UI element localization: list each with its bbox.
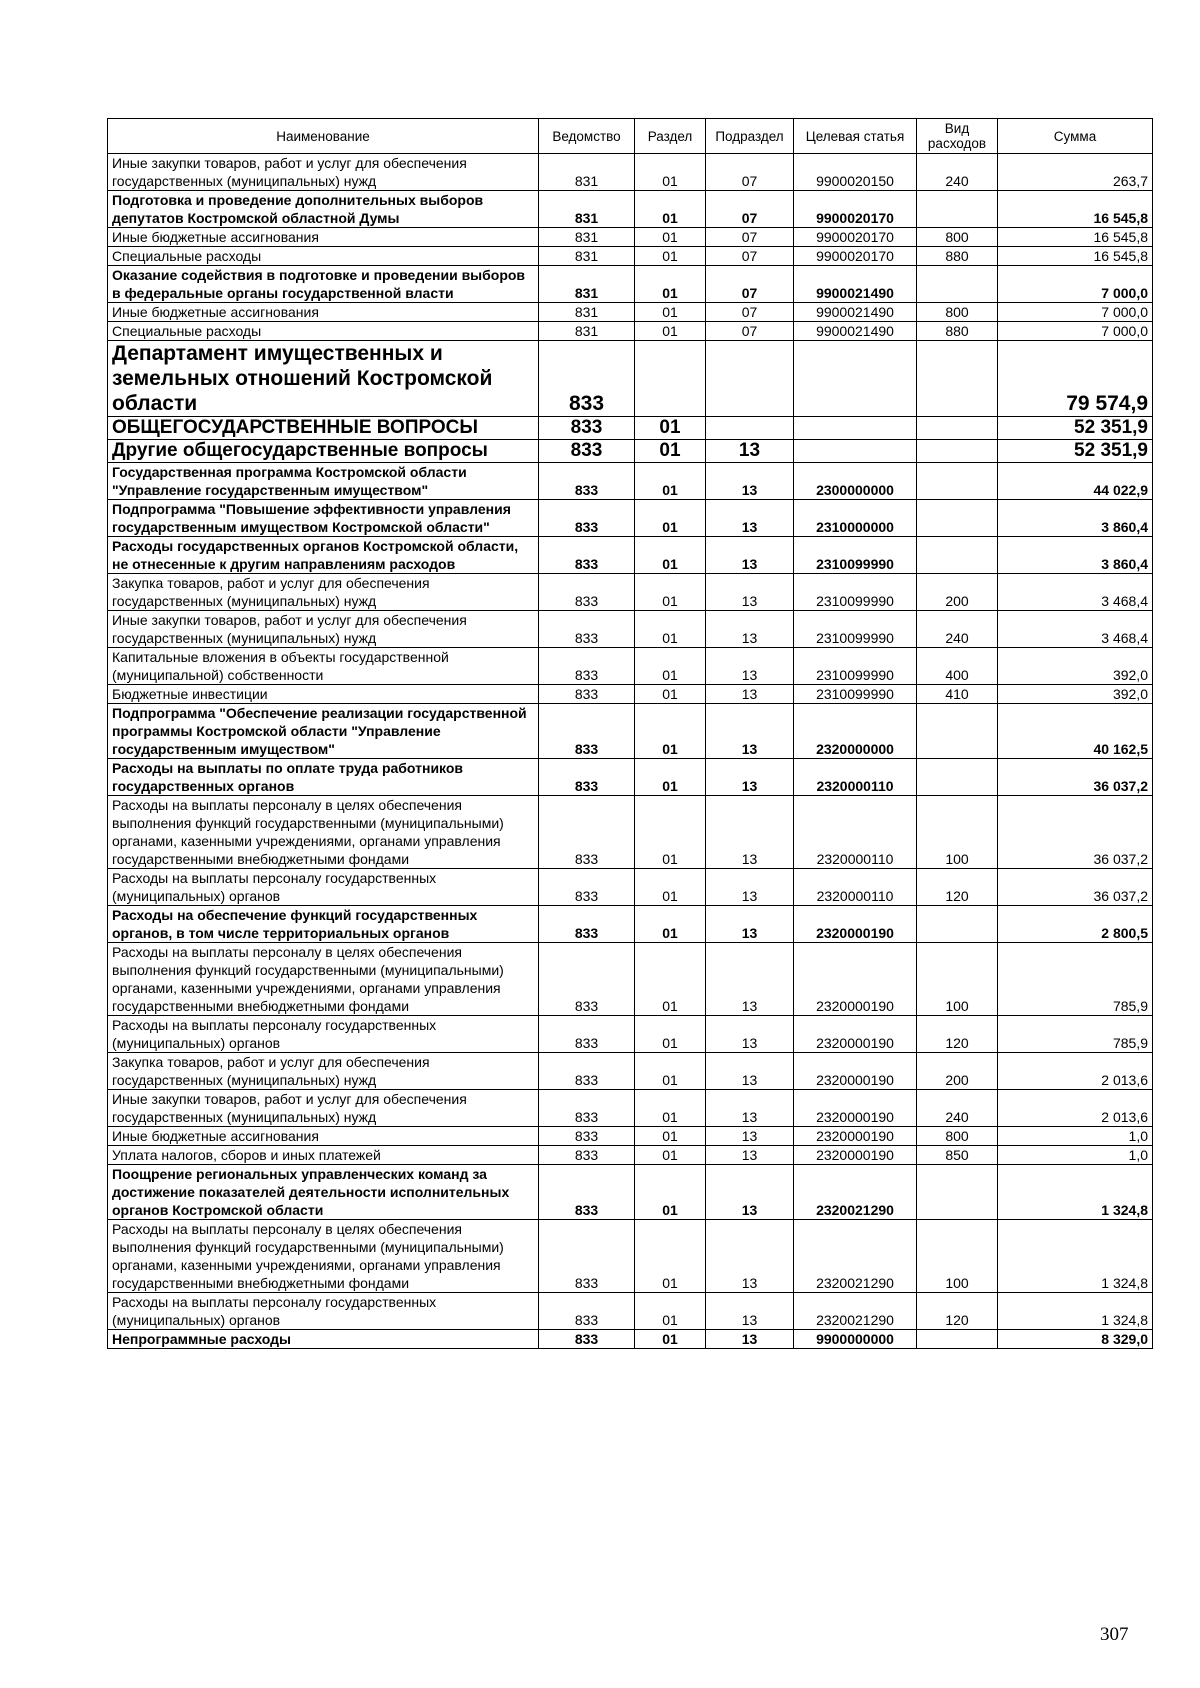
cell-name: Подготовка и проведение дополнительных выборов депутатов Костромской областной Думы [108,191,539,228]
cell-vid: 100 [917,943,998,1016]
table-row [108,704,1153,759]
table-row [108,611,1153,648]
cell-podrazdel: 13 [706,574,794,611]
cell-podrazdel: 07 [706,247,794,266]
cell-sum: 16 545,8 [998,191,1153,228]
cell-vid [917,266,998,303]
cell-name: Расходы на выплаты персоналу государственных (муниципальных) органов [108,869,539,906]
table-row [108,1127,1153,1146]
header-sum: Сумма [998,119,1153,154]
cell-target: 2320000190 [794,1127,917,1146]
cell-target: 9900021490 [794,322,917,341]
cell-sum: 392,0 [998,685,1153,704]
cell-razdel: 01 [635,611,706,648]
cell-sum: 40 162,5 [998,704,1153,759]
cell-target: 2300000000 [794,463,917,500]
cell-razdel: 01 [635,1146,706,1165]
cell-podrazdel: 07 [706,322,794,341]
cell-target: 2320000190 [794,1053,917,1090]
cell-podrazdel: 13 [706,648,794,685]
cell-razdel: 01 [635,1165,706,1220]
cell-vedomstvo: 833 [539,943,635,1016]
cell-podrazdel: 13 [706,704,794,759]
cell-target: 9900021490 [794,266,917,303]
cell-podrazdel: 13 [706,759,794,796]
cell-razdel: 01 [635,1090,706,1127]
cell-sum: 1 324,8 [998,1220,1153,1293]
cell-razdel: 01 [635,1330,706,1349]
cell-vedomstvo: 833 [539,685,635,704]
cell-sum: 52 351,9 [998,440,1153,463]
table-row [108,648,1153,685]
cell-name: Расходы на выплаты персоналу государственных (муниципальных) органов [108,1293,539,1330]
cell-name: Расходы на обеспечение функций государственных органов, в том числе территориальных органов [108,906,539,943]
cell-sum: 1,0 [998,1146,1153,1165]
cell-sum: 3 860,4 [998,500,1153,537]
cell-sum: 3 468,4 [998,611,1153,648]
cell-vid: 120 [917,1016,998,1053]
cell-target: 9900020170 [794,247,917,266]
cell-name: Специальные расходы [108,247,539,266]
cell-podrazdel: 13 [706,463,794,500]
cell-vedomstvo: 833 [539,1220,635,1293]
cell-sum: 36 037,2 [998,759,1153,796]
cell-sum: 785,9 [998,943,1153,1016]
cell-vid: 240 [917,1090,998,1127]
cell-vedomstvo: 833 [539,759,635,796]
table-row [108,1016,1153,1053]
cell-podrazdel: 13 [706,796,794,869]
table-row [108,440,1153,463]
cell-name: Расходы на выплаты персоналу государственных (муниципальных) органов [108,1016,539,1053]
cell-razdel: 01 [635,417,706,440]
cell-name: Иные закупки товаров, работ и услуг для обеспечения государственных (муниципальных) нужд [108,1090,539,1127]
cell-name: Иные закупки товаров, работ и услуг для обеспечения государственных (муниципальных) нужд [108,611,539,648]
table-row [108,906,1153,943]
table-row [108,574,1153,611]
cell-sum: 2 013,6 [998,1090,1153,1127]
cell-razdel: 01 [635,796,706,869]
cell-podrazdel: 13 [706,1165,794,1220]
cell-sum: 16 545,8 [998,247,1153,266]
cell-vid [917,704,998,759]
cell-podrazdel: 13 [706,906,794,943]
budget-table [107,118,1153,1349]
cell-podrazdel: 13 [706,1090,794,1127]
cell-target: 9900000000 [794,1330,917,1349]
cell-podrazdel [706,417,794,440]
cell-vid [917,1165,998,1220]
table-row [108,1293,1153,1330]
cell-name: Оказание содействия в подготовке и проведении выборов в федеральные органы государственной власти [108,266,539,303]
cell-razdel: 01 [635,247,706,266]
cell-podrazdel: 13 [706,500,794,537]
cell-sum: 3 860,4 [998,537,1153,574]
budget-document [107,118,1152,1349]
cell-podrazdel: 13 [706,1220,794,1293]
cell-sum: 1,0 [998,1127,1153,1146]
cell-sum: 36 037,2 [998,796,1153,869]
cell-podrazdel: 13 [706,1330,794,1349]
cell-vid [917,341,998,417]
cell-vid: 400 [917,648,998,685]
header-razdel: Раздел [635,119,706,154]
table-row [108,322,1153,341]
cell-vid: 410 [917,685,998,704]
header-name: Наименование [108,119,539,154]
cell-vedomstvo: 831 [539,322,635,341]
cell-target: 2320000000 [794,704,917,759]
cell-podrazdel: 13 [706,1146,794,1165]
cell-razdel: 01 [635,500,706,537]
cell-name: Уплата налогов, сборов и иных платежей [108,1146,539,1165]
cell-razdel: 01 [635,266,706,303]
cell-vedomstvo: 833 [539,500,635,537]
cell-razdel: 01 [635,943,706,1016]
cell-target: 9900020150 [794,154,917,191]
table-row [108,1220,1153,1293]
cell-razdel: 01 [635,648,706,685]
cell-vid [917,417,998,440]
cell-vedomstvo: 833 [539,1330,635,1349]
cell-vid: 800 [917,303,998,322]
cell-name: Департамент имущественных и земельных отношений Костромской области [108,341,539,417]
cell-vid: 800 [917,228,998,247]
cell-vedomstvo: 833 [539,1165,635,1220]
cell-name: Поощрение региональных управленческих команд за достижение показателей деятельности исполнительных органов Костромской области [108,1165,539,1220]
table-row [108,537,1153,574]
cell-vid: 240 [917,154,998,191]
cell-vid [917,500,998,537]
cell-name: ОБЩЕГОСУДАРСТВЕННЫЕ ВОПРОСЫ [108,417,539,440]
table-row [108,1146,1153,1165]
cell-vedomstvo: 833 [539,1090,635,1127]
cell-sum: 392,0 [998,648,1153,685]
cell-vedomstvo: 831 [539,191,635,228]
table-row [108,303,1153,322]
header-vedomstvo: Ведомство [539,119,635,154]
cell-podrazdel: 13 [706,1293,794,1330]
cell-vedomstvo: 831 [539,303,635,322]
cell-target: 2320000190 [794,1090,917,1127]
cell-podrazdel: 07 [706,303,794,322]
cell-name: Другие общегосударственные вопросы [108,440,539,463]
cell-target: 2310000000 [794,500,917,537]
cell-podrazdel: 13 [706,440,794,463]
table-row [108,1090,1153,1127]
cell-vid: 880 [917,322,998,341]
cell-target: 2320000190 [794,943,917,1016]
cell-vedomstvo: 833 [539,906,635,943]
cell-vedomstvo: 833 [539,1146,635,1165]
cell-name: Расходы на выплаты персоналу в целях обеспечения выполнения функций государственными (муниципальными) органами, казенными учреждениями, органами управления государственными внебюджетными фондами [108,1220,539,1293]
cell-razdel: 01 [635,303,706,322]
cell-name: Расходы на выплаты персоналу в целях обеспечения выполнения функций государственными (муниципальными) органами, казенными учреждениями, органами управления государственными внебюджетными фондами [108,943,539,1016]
header-target: Целевая статья [794,119,917,154]
cell-razdel: 01 [635,759,706,796]
cell-vid [917,191,998,228]
cell-podrazdel: 13 [706,943,794,1016]
cell-target: 2320000190 [794,906,917,943]
cell-name: Государственная программа Костромской области "Управление государственным имуществом" [108,463,539,500]
cell-vedomstvo: 833 [539,1127,635,1146]
cell-target: 2320021290 [794,1293,917,1330]
cell-name: Бюджетные инвестиции [108,685,539,704]
cell-razdel: 01 [635,322,706,341]
cell-razdel: 01 [635,191,706,228]
cell-name: Расходы на выплаты по оплате труда работников государственных органов [108,759,539,796]
cell-target: 2310099990 [794,537,917,574]
cell-vid: 100 [917,796,998,869]
cell-name: Расходы государственных органов Костромской области, не отнесенные к другим направлениям расходов [108,537,539,574]
cell-podrazdel: 07 [706,228,794,247]
cell-razdel: 01 [635,537,706,574]
cell-vedomstvo: 833 [539,537,635,574]
cell-podrazdel: 13 [706,1127,794,1146]
cell-vid: 850 [917,1146,998,1165]
table-row [108,500,1153,537]
cell-vedomstvo: 831 [539,228,635,247]
cell-target: 2320000110 [794,759,917,796]
table-header-row [108,119,1153,154]
cell-target: 2320021290 [794,1165,917,1220]
cell-target: 2320000190 [794,1016,917,1053]
header-podrazdel: Подраздел [706,119,794,154]
cell-vedomstvo: 833 [539,611,635,648]
cell-vedomstvo: 833 [539,869,635,906]
cell-name: Специальные расходы [108,322,539,341]
cell-sum: 44 022,9 [998,463,1153,500]
page-number: 307 [1100,1624,1129,1645]
cell-podrazdel: 13 [706,869,794,906]
table-row [108,191,1153,228]
table-row [108,266,1153,303]
cell-sum: 2 800,5 [998,906,1153,943]
cell-podrazdel: 13 [706,1053,794,1090]
cell-target [794,417,917,440]
cell-razdel: 01 [635,228,706,247]
cell-sum: 1 324,8 [998,1165,1153,1220]
cell-target: 9900020170 [794,228,917,247]
cell-podrazdel: 13 [706,611,794,648]
cell-vedomstvo: 833 [539,574,635,611]
cell-razdel: 01 [635,906,706,943]
cell-podrazdel: 07 [706,154,794,191]
cell-sum: 8 329,0 [998,1330,1153,1349]
cell-sum: 7 000,0 [998,303,1153,322]
cell-vid: 800 [917,1127,998,1146]
cell-vid: 880 [917,247,998,266]
cell-vid: 120 [917,869,998,906]
table-row [108,1165,1153,1220]
cell-vid [917,537,998,574]
cell-name: Закупка товаров, работ и услуг для обеспечения государственных (муниципальных) нужд [108,1053,539,1090]
cell-target: 2310099990 [794,611,917,648]
cell-target: 2320000190 [794,1146,917,1165]
cell-sum: 36 037,2 [998,869,1153,906]
cell-razdel: 01 [635,1127,706,1146]
table-row [108,417,1153,440]
cell-sum: 1 324,8 [998,1293,1153,1330]
table-row [108,796,1153,869]
cell-name: Закупка товаров, работ и услуг для обеспечения государственных (муниципальных) нужд [108,574,539,611]
cell-name: Подпрограмма "Обеспечение реализации государственной программы Костромской области "Управление государственным имуществом" [108,704,539,759]
cell-vedomstvo: 833 [539,463,635,500]
table-row [108,869,1153,906]
cell-sum: 3 468,4 [998,574,1153,611]
table-body [108,154,1153,1349]
cell-vid [917,906,998,943]
cell-vid: 240 [917,611,998,648]
cell-target: 2320000110 [794,869,917,906]
table-row [108,685,1153,704]
cell-target [794,440,917,463]
cell-target: 9900021490 [794,303,917,322]
table-row [108,341,1153,417]
cell-name: Расходы на выплаты персоналу в целях обеспечения выполнения функций государственными (муниципальными) органами, казенными учреждениями, органами управления государственными внебюджетными фондами [108,796,539,869]
cell-vedomstvo: 831 [539,247,635,266]
cell-name: Подпрограмма "Повышение эффективности управления государственным имуществом Костромской области" [108,500,539,537]
cell-vedomstvo: 831 [539,154,635,191]
cell-razdel: 01 [635,154,706,191]
cell-razdel [635,341,706,417]
cell-vedomstvo: 833 [539,648,635,685]
cell-name: Капитальные вложения в объекты государственной (муниципальной) собственности [108,648,539,685]
cell-vid: 200 [917,574,998,611]
header-vid: Вид расходов [917,119,998,154]
cell-vedomstvo: 833 [539,341,635,417]
cell-vedomstvo: 833 [539,1053,635,1090]
cell-name: Непрограммные расходы [108,1330,539,1349]
cell-sum: 2 013,6 [998,1053,1153,1090]
cell-razdel: 01 [635,1293,706,1330]
cell-target: 2310099990 [794,685,917,704]
cell-sum: 16 545,8 [998,228,1153,247]
cell-sum: 263,7 [998,154,1153,191]
cell-target [794,341,917,417]
cell-vid: 200 [917,1053,998,1090]
cell-razdel: 01 [635,1016,706,1053]
cell-name: Иные бюджетные ассигнования [108,228,539,247]
cell-razdel: 01 [635,685,706,704]
cell-vedomstvo: 833 [539,1016,635,1053]
cell-sum: 785,9 [998,1016,1153,1053]
cell-vedomstvo: 833 [539,440,635,463]
cell-razdel: 01 [635,704,706,759]
cell-target: 2310099990 [794,574,917,611]
cell-podrazdel: 13 [706,1016,794,1053]
cell-podrazdel: 07 [706,266,794,303]
table-row [108,228,1153,247]
cell-vid [917,463,998,500]
cell-vedomstvo: 833 [539,1293,635,1330]
table-row [108,759,1153,796]
cell-podrazdel [706,341,794,417]
cell-name: Иные бюджетные ассигнования [108,1127,539,1146]
cell-podrazdel: 07 [706,191,794,228]
table-row [108,463,1153,500]
cell-razdel: 01 [635,869,706,906]
cell-podrazdel: 13 [706,685,794,704]
cell-target: 2310099990 [794,648,917,685]
cell-vedomstvo: 833 [539,417,635,440]
cell-razdel: 01 [635,1220,706,1293]
cell-target: 2320021290 [794,1220,917,1293]
cell-vid: 100 [917,1220,998,1293]
cell-vid [917,440,998,463]
cell-sum: 7 000,0 [998,266,1153,303]
cell-vid [917,1330,998,1349]
cell-target: 9900020170 [794,191,917,228]
cell-vid [917,759,998,796]
cell-vedomstvo: 831 [539,266,635,303]
cell-razdel: 01 [635,463,706,500]
cell-name: Иные закупки товаров, работ и услуг для обеспечения государственных (муниципальных) нужд [108,154,539,191]
cell-sum: 79 574,9 [998,341,1153,417]
cell-vid: 120 [917,1293,998,1330]
table-row [108,247,1153,266]
cell-podrazdel: 13 [706,537,794,574]
table-row [108,943,1153,1016]
cell-vedomstvo: 833 [539,796,635,869]
cell-name: Иные бюджетные ассигнования [108,303,539,322]
cell-target: 2320000110 [794,796,917,869]
cell-vedomstvo: 833 [539,704,635,759]
table-row [108,1330,1153,1349]
cell-razdel: 01 [635,440,706,463]
cell-razdel: 01 [635,1053,706,1090]
cell-sum: 7 000,0 [998,322,1153,341]
cell-razdel: 01 [635,574,706,611]
cell-sum: 52 351,9 [998,417,1153,440]
table-row [108,154,1153,191]
table-row [108,1053,1153,1090]
